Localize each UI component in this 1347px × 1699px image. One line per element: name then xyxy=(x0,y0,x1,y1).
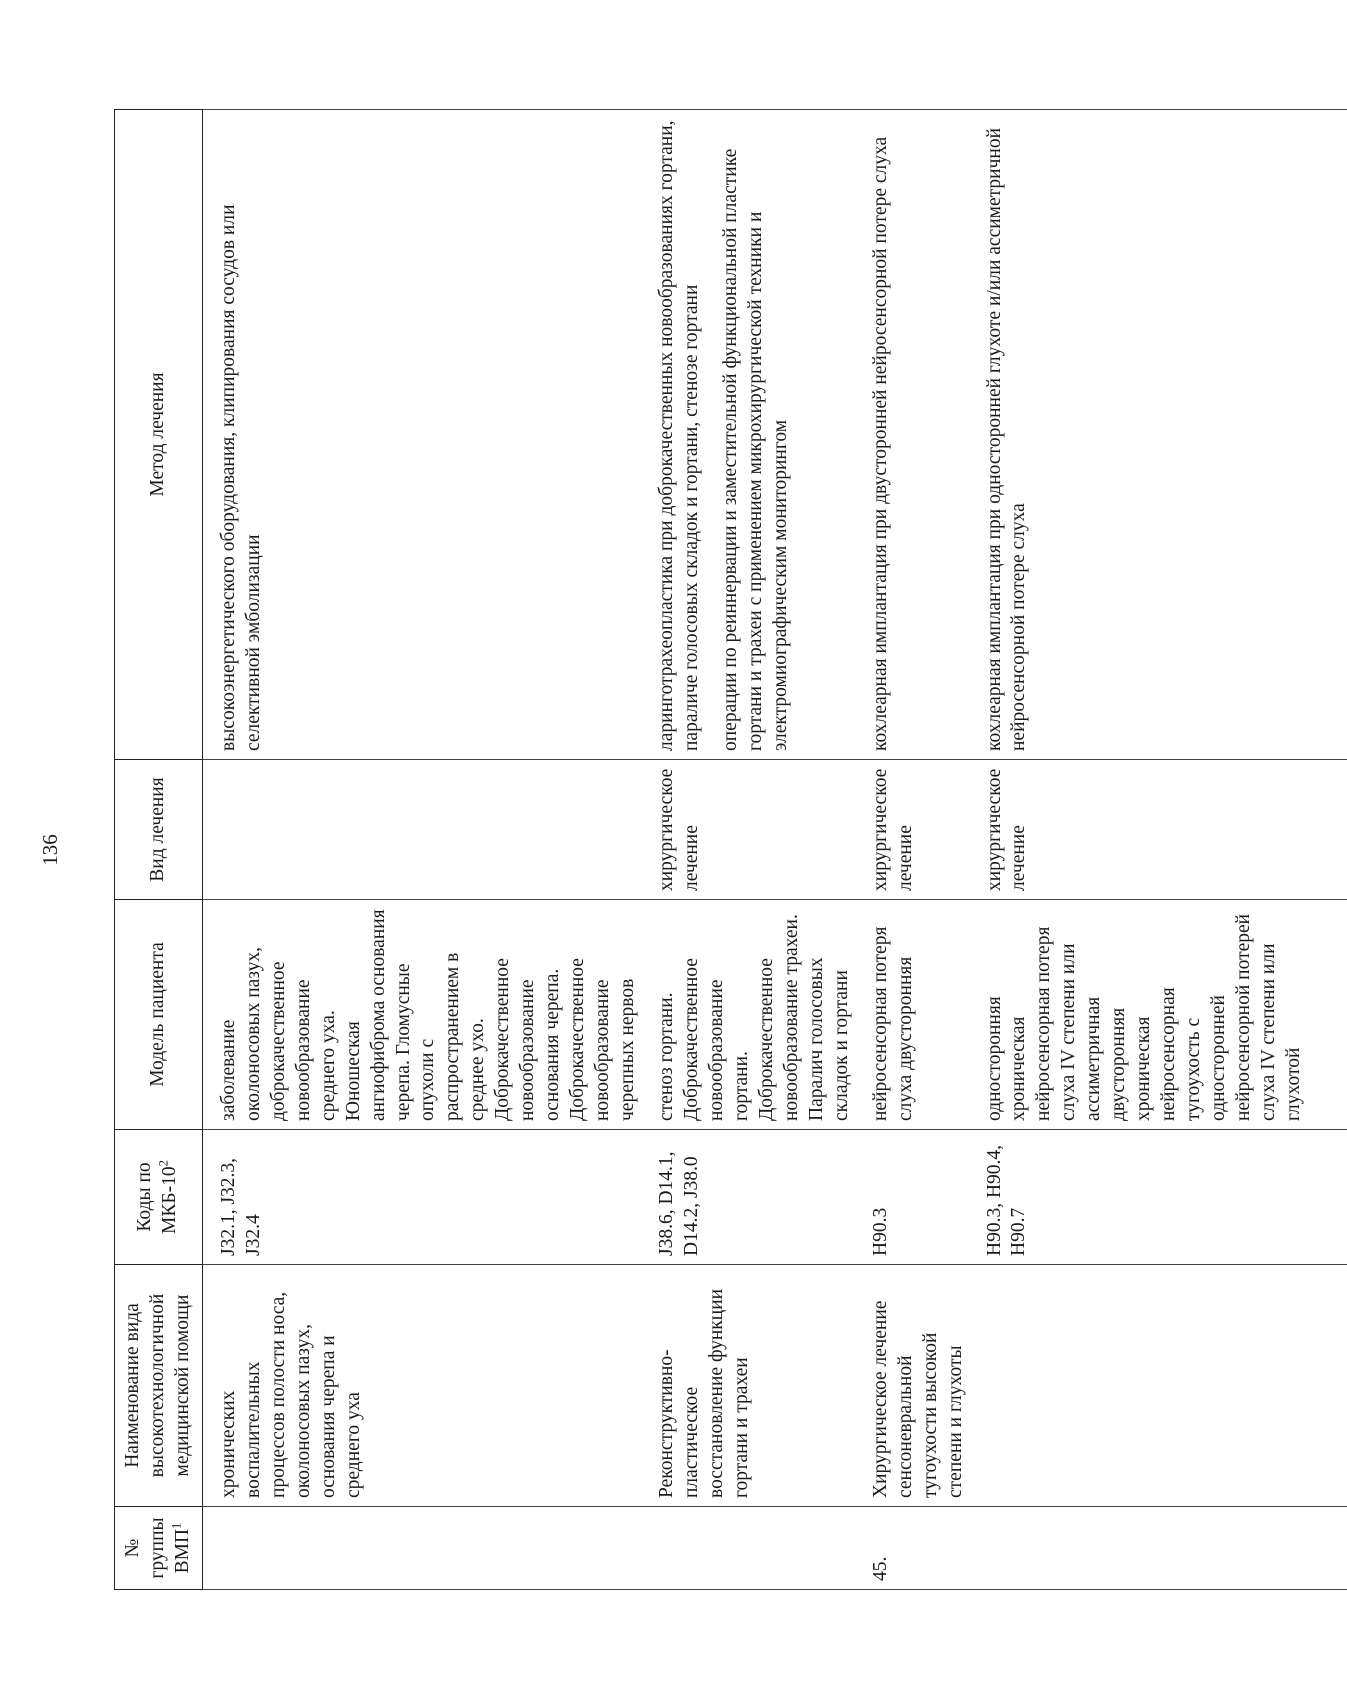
cell-group-number: 45. xyxy=(865,1506,979,1589)
rotated-page xyxy=(30,50,1304,1650)
cell-treatment-method xyxy=(979,109,1347,759)
cell-care-name: Хирургическое лечение сенсоневральной тугоухости высокой степени и глухоты xyxy=(865,1264,979,1506)
cell-care-name: хронических воспалительных процессов полости носа, околоносовых пазух, основания черепа и среднего уха xyxy=(202,1264,651,1506)
cell-treatment-method xyxy=(202,109,651,759)
method-text: ларинготрахеопластика при доброкачественных новообразованиях гортани, параличе голосовых складок и гортани, стенозе гортани xyxy=(656,119,703,751)
table-row xyxy=(651,109,865,1589)
header-group-number: № группы ВМП$^1$ xyxy=(115,1506,203,1589)
cell-treatment-kind: хирургическое лечение xyxy=(651,759,865,899)
cell-care-name: Реконструктивно-пластическое восстановление функции гортани и трахеи xyxy=(651,1264,865,1506)
table-row xyxy=(202,109,651,1589)
table-header-row xyxy=(115,109,203,1589)
header-care-name: Наименование вида высокотехнологичной медицинской помощи xyxy=(115,1264,203,1506)
cell-patient-model: нейросенсорная потеря слуха двусторонняя xyxy=(865,899,979,1129)
cell-group-number xyxy=(979,1506,1347,1589)
cell-treatment-kind: хирургическое лечение xyxy=(865,759,979,899)
cell-group-number xyxy=(651,1506,865,1589)
cell-icd-codes: J32.1, J32.3, J32.4 xyxy=(202,1129,651,1264)
cell-icd-codes: J38.6, D14.1, D14.2, J38.0 xyxy=(651,1129,865,1264)
cell-patient-model: заболевание околоносовых пазух, доброкачественное новообразование среднего уха. Юношеская ангиофиброма основания черепа. Гломусные опухоли с распространением в среднее ухо. Доброкачественное новообразование основания черепа. Доброкачественное новообразование черепных нервов xyxy=(202,899,651,1129)
cell-care-name xyxy=(979,1264,1347,1506)
cell-treatment-kind xyxy=(202,759,651,899)
method-text: кохлеарная имплантация при двусторонней нейросенсорной потере слуха xyxy=(869,136,891,751)
cell-treatment-method xyxy=(865,109,979,759)
method-text: операции по реиннервации и заместительной функциональной пластике гортани и трахеи с применением микрохирургической техники и электромиографическим мониторингом xyxy=(719,148,791,751)
table-row xyxy=(865,109,979,1589)
cell-icd-codes: H90.3, H90.4, H90.7 xyxy=(979,1129,1347,1264)
treatment-table xyxy=(114,109,1347,1590)
cell-treatment-method xyxy=(651,109,865,759)
cell-treatment-kind: хирургическое лечение xyxy=(979,759,1347,899)
cell-group-number xyxy=(202,1506,651,1589)
header-treatment-kind: Вид лечения xyxy=(115,759,203,899)
cell-icd-codes: H90.3 xyxy=(865,1129,979,1264)
method-text: высокоэнергетического оборудования, клипирования сосудов или селективной эмболизации xyxy=(217,203,264,751)
cell-patient-model: односторонняя хроническая нейросенсорная потеря слуха IV степени или ассиметричная двусторонняя хроническая нейросенсорная тугоухость с односторонней нейросенсорной потерей слуха IV степени или глухотой xyxy=(979,899,1347,1129)
header-treatment-method: Метод лечения xyxy=(115,109,203,759)
header-icd-codes: Коды по МКБ-$10^2$ xyxy=(115,1129,203,1264)
header-patient-model: Модель пациента xyxy=(115,899,203,1129)
cell-patient-model: стеноз гортани. Доброкачественное новообразование гортани. Доброкачественное новообразование трахеи. Паралич голосовых складок и гортани xyxy=(651,899,865,1129)
page-number: 136 xyxy=(38,833,62,866)
table-row xyxy=(979,109,1347,1589)
method-text: кохлеарная имплантация при односторонней глухоте и/или ассиметричной нейросенсорной потере слуха xyxy=(983,127,1030,751)
